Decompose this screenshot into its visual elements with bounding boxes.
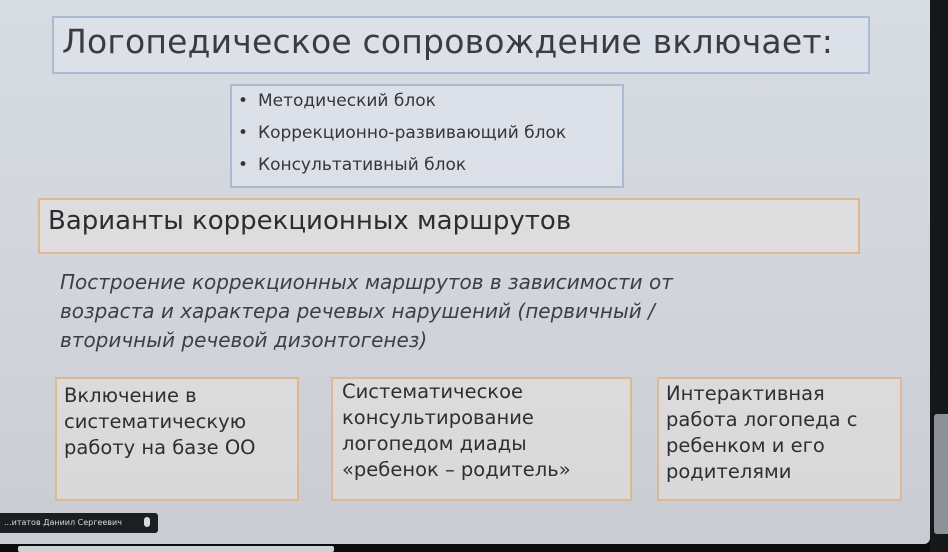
microphone-icon[interactable] <box>144 517 150 527</box>
slide-subtitle: Варианты коррекционных маршрутов <box>48 206 572 236</box>
participant-name-tag[interactable]: ...итатов Даниил Сергеевич <box>0 513 158 533</box>
list-item: • Консультативный блок <box>238 152 566 184</box>
route-card-1-text: Включение в систематическую работу на базе ОО <box>64 384 256 459</box>
side-object <box>934 414 948 534</box>
list-item: • Методический блок <box>238 88 566 120</box>
description-text: Построение коррекционных маршрутов в зависимости от возраста и характера речевых нарушений (первичный / вторичный речевой дизонтогенез) <box>60 270 673 352</box>
route-card-3-text: Интерактивная работа логопеда с ребенком и его родителями <box>666 382 858 483</box>
bullet-icon: • <box>238 155 249 175</box>
taskbar-item[interactable] <box>18 546 334 552</box>
bullet-icon: • <box>238 123 249 143</box>
slide-title: Логопедическое сопровождение включает: <box>62 22 834 61</box>
blocks-list <box>238 88 566 184</box>
bullet-icon: • <box>238 91 249 111</box>
list-item: • Коррекционно-развивающий блок <box>238 120 566 152</box>
route-card-2-text: Систематическое консультирование логопедом диады «ребенок – родитель» <box>342 380 571 481</box>
